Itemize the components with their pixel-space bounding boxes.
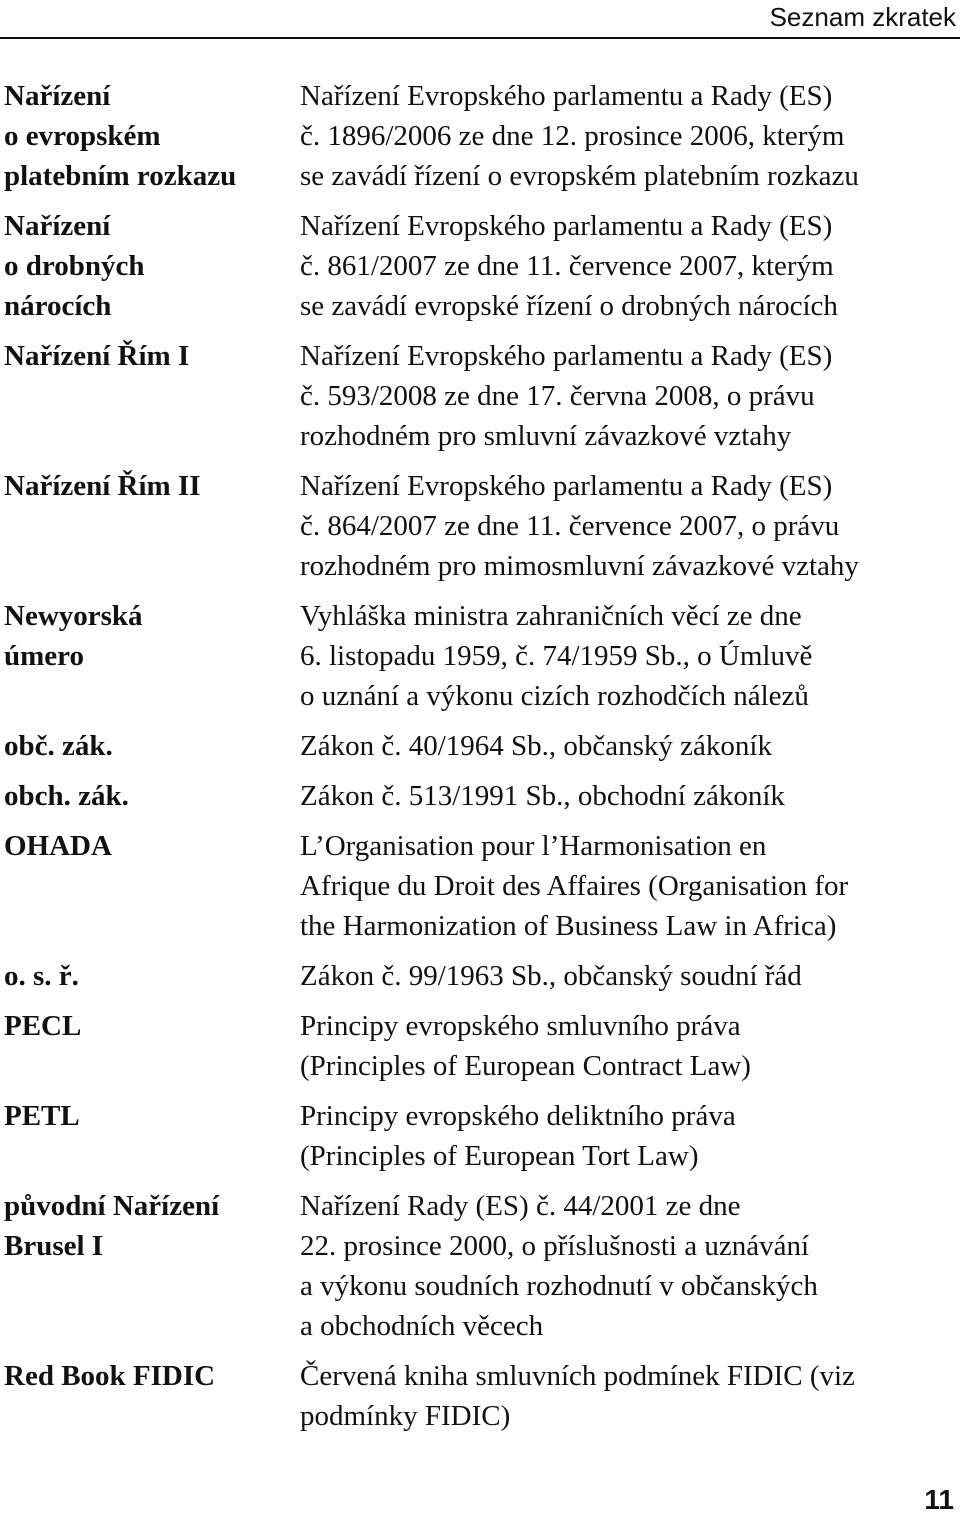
abbreviation-definition: Principy evropského deliktního práva (Principles of European Tort Law) <box>300 1100 736 1172</box>
abbreviation-definition: Nařízení Evropského parlamentu a Rady (ES) č. 864/2007 ze dne 11. července 2007, o právu rozhodném pro mimosmluvní závazkové vztahy <box>300 470 859 582</box>
abbreviation-entry <box>0 1186 960 1346</box>
abbreviation-entry <box>0 776 960 816</box>
abbreviation-term: PETL <box>4 1100 80 1132</box>
abbreviation-definition: Nařízení Evropského parlamentu a Rady (ES) č. 593/2008 ze dne 17. června 2008, o právu rozhodném pro smluvní závazkové vztahy <box>300 340 833 452</box>
abbreviation-term: Red Book FIDIC <box>4 1360 216 1392</box>
section-title: Seznam zkratek <box>769 2 956 32</box>
abbreviation-term: OHADA <box>4 830 112 862</box>
abbreviation-term: Nařízení Řím I <box>4 340 190 372</box>
abbreviation-term: PECL <box>4 1010 82 1042</box>
abbreviation-definition: L’Organisation pour l’Harmonisation en Afrique du Droit des Affaires (Organisation for the Harmonization of Business Law in Africa) <box>300 830 849 942</box>
abbreviation-term: obč. zák. <box>4 730 113 762</box>
page-number: 11 <box>924 1484 954 1515</box>
abbreviation-term: Nařízení Řím II <box>4 470 201 502</box>
abbreviation-entry <box>0 1356 960 1436</box>
abbreviation-entry <box>0 956 960 996</box>
abbreviation-definition: Nařízení Rady (ES) č. 44/2001 ze dne 22. prosince 2000, o příslušnosti a uznávání a výkonu soudních rozhodnutí v občanských a obchodních věcech <box>300 1190 818 1342</box>
abbreviation-term: Nařízení o evropském platebním rozkazu <box>4 80 237 192</box>
abbreviation-entry <box>0 726 960 766</box>
abbreviation-definition: Zákon č. 40/1964 Sb., občanský zákoník <box>300 730 772 762</box>
abbreviation-definition: Zákon č. 99/1963 Sb., občanský soudní řád <box>300 960 802 992</box>
abbreviation-entry <box>0 596 960 716</box>
abbreviation-entry <box>0 1006 960 1086</box>
abbreviation-definition: Zákon č. 513/1991 Sb., obchodní zákoník <box>300 780 785 812</box>
abbreviation-definition: Červená kniha smluvních podmínek FIDIC (viz podmínky FIDIC) <box>300 1360 855 1432</box>
abbreviation-definition: Vyhláška ministra zahraničních věcí ze dne 6. listopadu 1959, č. 74/1959 Sb., o Úmluvě o uznání a výkonu cizích rozhodčích nálezů <box>300 600 813 712</box>
abbreviation-entry <box>0 826 960 946</box>
abbreviation-term: Newyorská úmero <box>4 600 143 672</box>
abbreviation-definition: Nařízení Evropského parlamentu a Rady (ES) č. 1896/2006 ze dne 12. prosince 2006, kterým se zavádí řízení o evropském platebním rozkazu <box>300 80 859 192</box>
abbreviation-list <box>0 76 960 1446</box>
abbreviation-term: obch. zák. <box>4 780 129 812</box>
abbreviation-term: Nařízení o drobných nárocích <box>4 210 145 322</box>
abbreviation-entry <box>0 76 960 196</box>
abbreviation-definition: Principy evropského smluvního práva (Principles of European Contract Law) <box>300 1010 751 1082</box>
abbreviation-entry <box>0 466 960 586</box>
abbreviation-term: o. s. ř. <box>4 960 79 992</box>
abbreviation-definition: Nařízení Evropského parlamentu a Rady (ES) č. 861/2007 ze dne 11. července 2007, kterým se zavádí evropské řízení o drobných nárocích <box>300 210 838 322</box>
abbreviation-entry <box>0 206 960 326</box>
abbreviation-term: původní Nařízení Brusel I <box>4 1190 220 1262</box>
abbreviation-entry <box>0 1096 960 1176</box>
running-header <box>0 0 960 40</box>
header-divider <box>0 37 960 39</box>
abbreviation-entry <box>0 336 960 456</box>
